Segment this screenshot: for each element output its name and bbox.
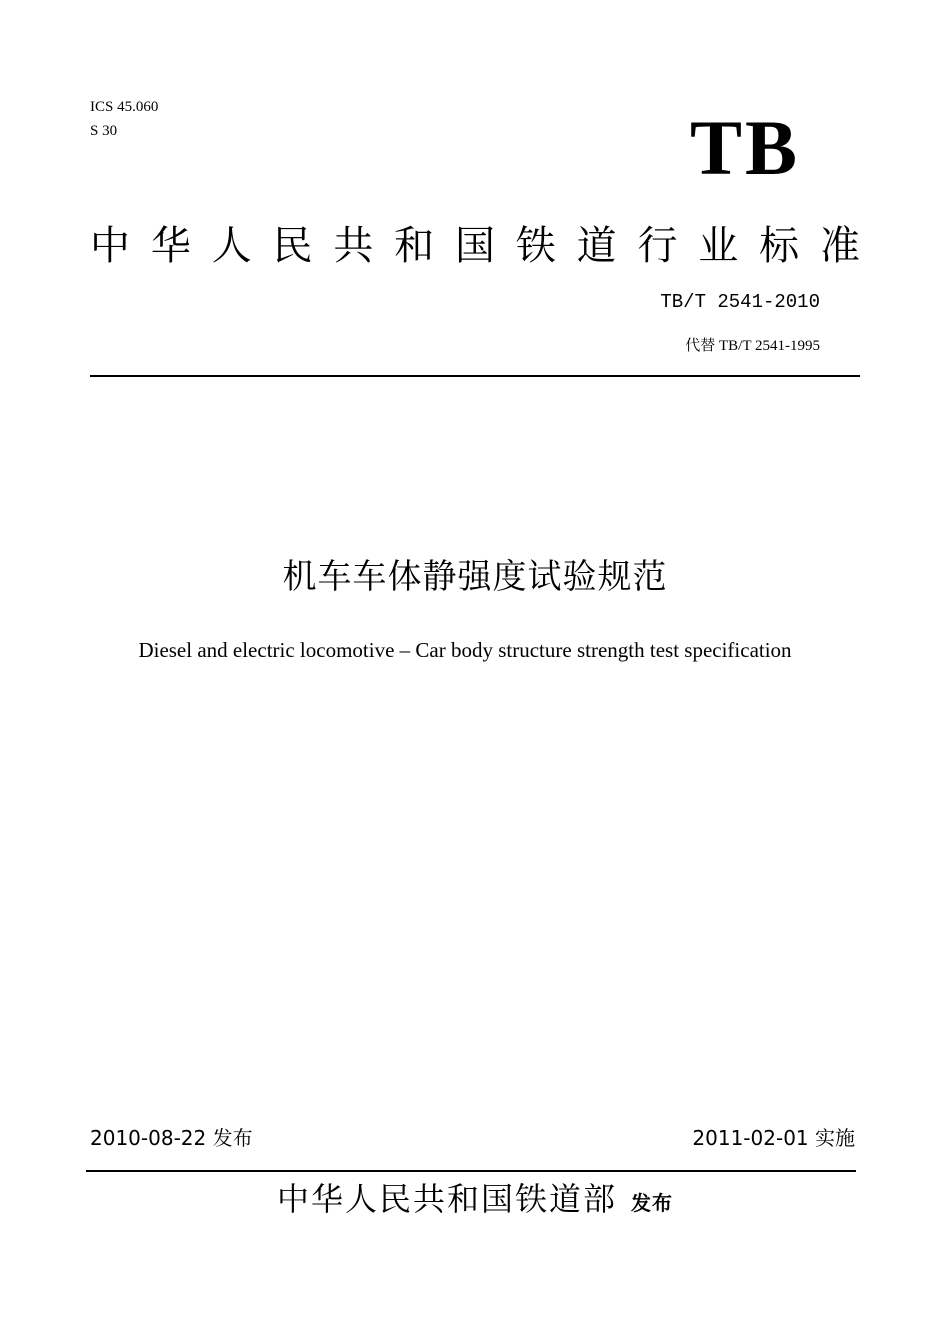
- document-title-chinese: 机车车体静强度试验规范: [282, 557, 668, 597]
- title-char: 道: [576, 223, 617, 269]
- ics-code: ICS 45.060: [90, 99, 159, 115]
- top-divider: [90, 375, 860, 377]
- implementation-date: 2011-02-01 实施: [692, 1126, 855, 1150]
- title-char: 国: [454, 223, 495, 269]
- bottom-divider: [86, 1170, 856, 1172]
- title-char: 民: [272, 223, 313, 269]
- title-char: 人: [211, 223, 252, 269]
- issue-date: 2010-08-22 发布: [90, 1126, 253, 1150]
- issuer-suffix: 发布: [631, 1191, 673, 1215]
- issuing-authority: [0, 1176, 950, 1226]
- title-char: 共: [333, 223, 374, 269]
- title-char: 和: [394, 223, 435, 269]
- standard-type-title: [90, 218, 860, 274]
- standard-number: TB/T 2541-2010: [660, 291, 820, 313]
- title-char: 业: [698, 223, 739, 269]
- tb-logo: TB: [689, 104, 801, 191]
- title-char: 行: [637, 223, 678, 269]
- title-char: 铁: [515, 223, 556, 269]
- classification-codes: [90, 95, 158, 143]
- issuer-name: 中华人民共和国铁道部: [276, 1180, 617, 1218]
- document-title-english: Diesel and electric locomotive – Car body structure strength test specification: [138, 638, 792, 662]
- title-char: 中: [90, 223, 130, 269]
- title-char: 标: [759, 223, 800, 269]
- title-char: 华: [150, 223, 191, 269]
- replaces-standard: 代替 TB/T 2541-1995: [685, 338, 820, 354]
- title-char: 准: [819, 223, 860, 269]
- ccs-code: S 30: [90, 123, 118, 139]
